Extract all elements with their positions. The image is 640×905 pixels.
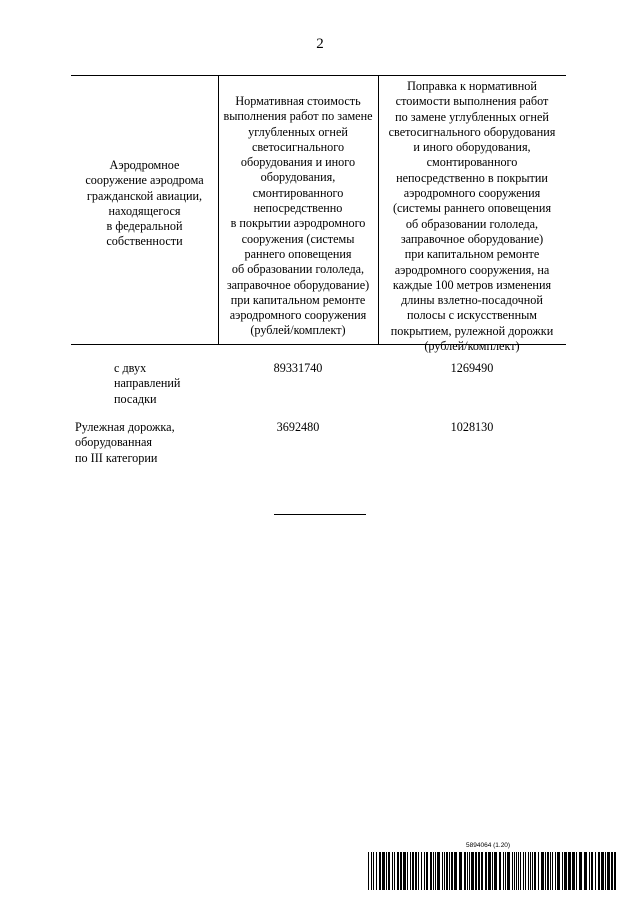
header-standard-cost: Нормативная стоимость выполнения работ по замене углубленных огней светосигнального оборудования и иного оборудования, смонтированного непосредственно в покрытии аэродромного сооружения (системы раннего оповещения об образовании гололеда, заправочное оборудование) при капитальном ремонте аэродромного сооружения (рублей/комплект) <box>223 94 373 338</box>
header-correction: Поправка к нормативной стоимости выполнения работ по замене углубленных огней светосигнального оборудования и иного оборудования, смонтированного непосредственно в покрытии аэродромного сооружения (системы раннего оповещения об образовании гололеда, заправочное оборудование) при капитальном ремонте аэродромного сооружения, на каждые 100 метров изменения длины взлетно-посадочной полосы с искусственным покрытием, рулежной дорожки (рублей/комплект) <box>388 79 556 354</box>
end-of-document-rule <box>274 514 366 515</box>
row-1-cost: 89331740 <box>273 361 323 375</box>
page-number: 2 <box>316 36 324 52</box>
barcode-number: 5894064 (1.20) <box>466 842 511 849</box>
row-2-name: Рулежная дорожка, оборудованная по III категории <box>75 420 175 465</box>
document-barcode <box>368 842 618 892</box>
row-2-correction: 1028130 <box>450 420 494 434</box>
barcode-icon <box>368 852 618 890</box>
row-2-cost: 3692480 <box>276 420 320 434</box>
header-structure: Аэродромное сооружение аэродрома гражданской авиации, находящегося в федеральной собственности <box>85 158 204 249</box>
row-1-name: с двух направлений посадки <box>114 361 181 406</box>
table-top-rule <box>71 75 566 76</box>
row-1-correction: 1269490 <box>450 361 494 375</box>
